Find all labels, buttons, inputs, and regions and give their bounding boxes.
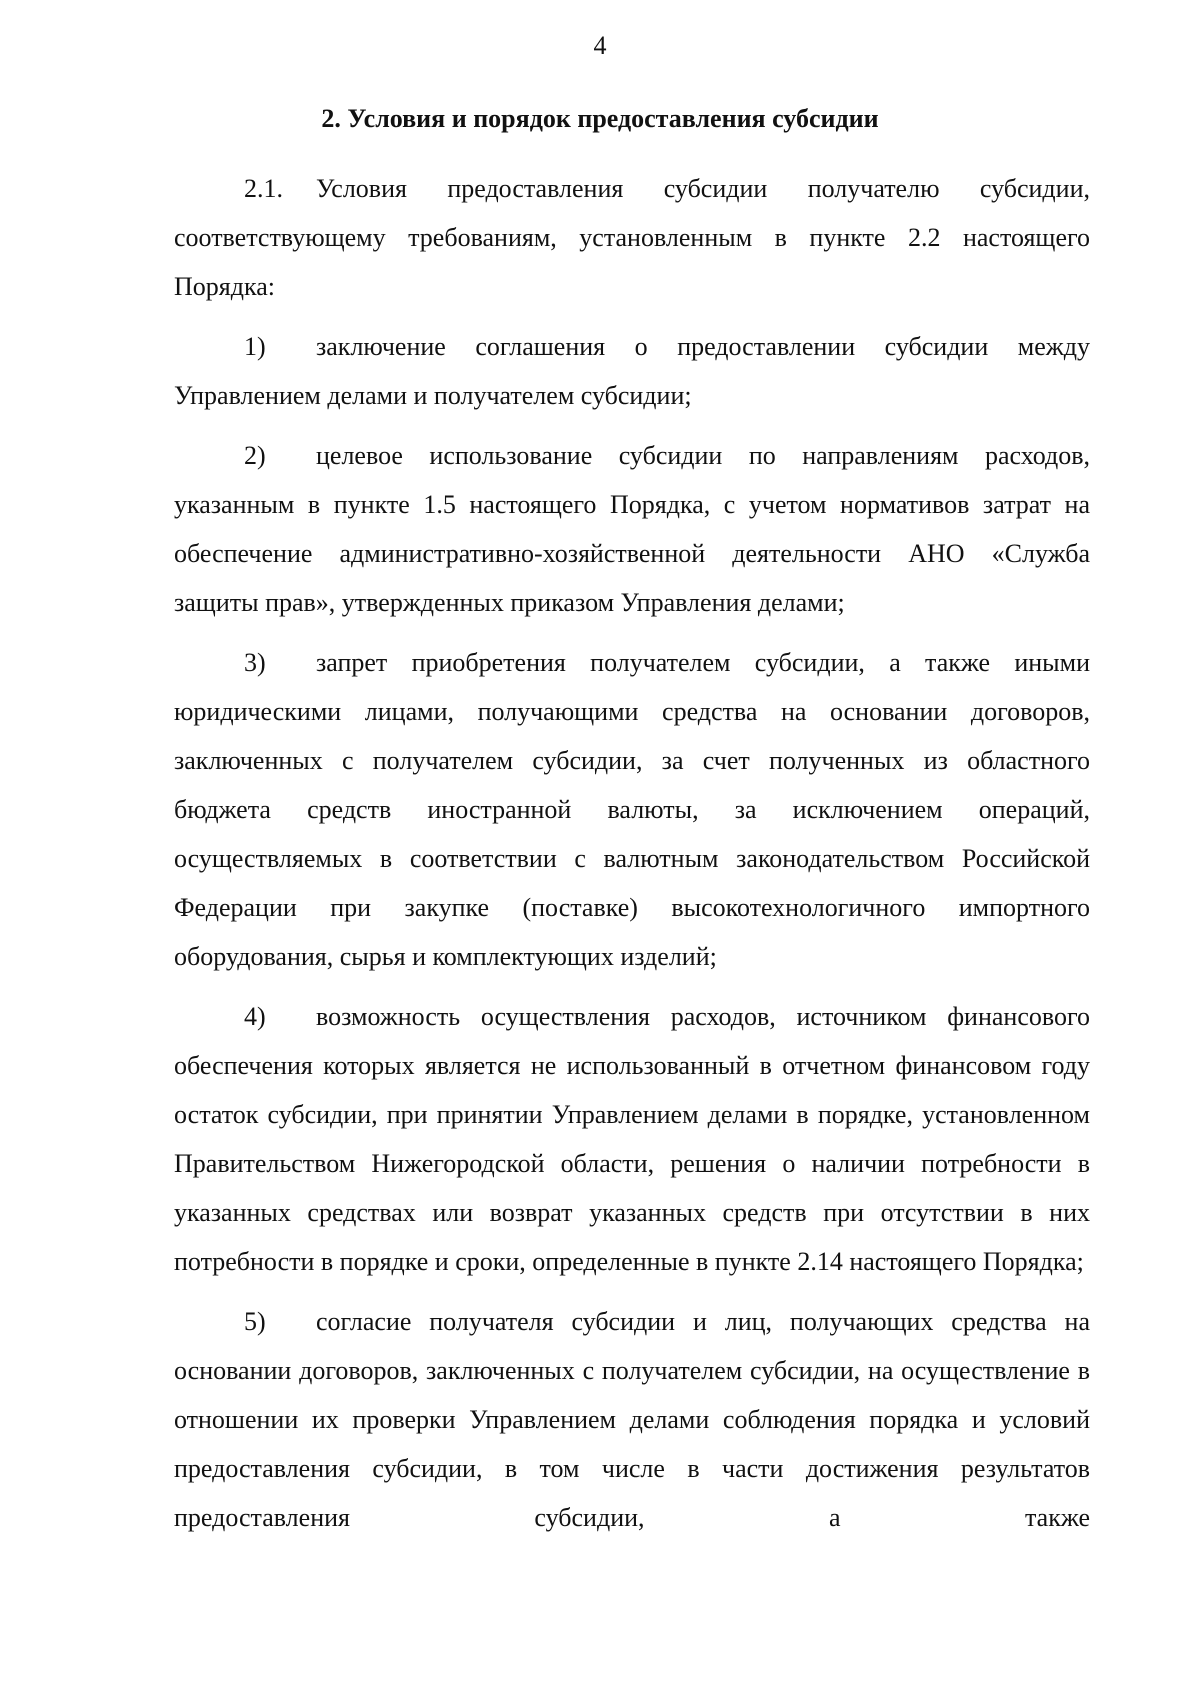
list-item-text: возможность осуществления расходов, источником финансового обеспечения которых является не использованный в отчетном финансовом году остаток субсидии, при принятии Управлением делами в порядке, установленном Правительством Нижегородской области, решения о наличии потребности в указанных средствах или возврат указанных средств при отсутствии в них потребности в порядке и сроки, определенные в пункте 2.14 настоящего Порядка;: [174, 1002, 1090, 1276]
list-item-text: запрет приобретения получателем субсидии, а также иными юридическими лицами, получающими средства на основании договоров, заключенных с получателем субсидии, за счет полученных из областного бюджета средств иностранной валюты, за исключением операций, осуществляемых в соответствии с валютным законодательством Российской Федерации при закупке (поставке) высокотехнологичного импортного оборудования, сырья и комплектующих изделий;: [174, 648, 1090, 971]
section-heading: 2. Условия и порядок предоставления субсидии: [321, 104, 879, 133]
list-item-3: [174, 638, 1090, 981]
list-item-1: [174, 322, 1090, 420]
paragraph-marker: 2.1.: [244, 174, 283, 203]
list-item-marker: 3): [244, 648, 266, 677]
list-item-marker: 2): [244, 441, 266, 470]
list-item-marker: 5): [244, 1307, 266, 1336]
list-item-marker: 1): [244, 332, 266, 361]
list-item-text: согласие получателя субсидии и лиц, получающих средства на основании договоров, заключенных с получателем субсидии, на осуществление в отношении их проверки Управлением делами соблюдения порядка и условий предоставления субсидии, в том числе в части достижения результатов предоставления субсидии, а также: [174, 1307, 1090, 1532]
paragraph-2-1: [174, 164, 1090, 311]
document-body: [174, 164, 1090, 1542]
list-item-marker: 4): [244, 1002, 266, 1031]
list-item-4: [174, 992, 1090, 1286]
list-item-5: [174, 1297, 1090, 1542]
list-item-text: целевое использование субсидии по направлениям расходов, указанным в пункте 1.5 настоящего Порядка, с учетом нормативов затрат на обеспечение административно-хозяйственной деятельности АНО «Служба защиты прав», утвержденных приказом Управления делами;: [174, 441, 1090, 617]
list-item-2: [174, 431, 1090, 627]
page-number: 4: [593, 31, 607, 60]
paragraph-text: Условия предоставления субсидии получателю субсидии, соответствующему требованиям, установленным в пункте 2.2 настоящего Порядка:: [174, 174, 1090, 301]
list-item-text: заключение соглашения о предоставлении субсидии между Управлением делами и получателем субсидии;: [174, 332, 1090, 410]
